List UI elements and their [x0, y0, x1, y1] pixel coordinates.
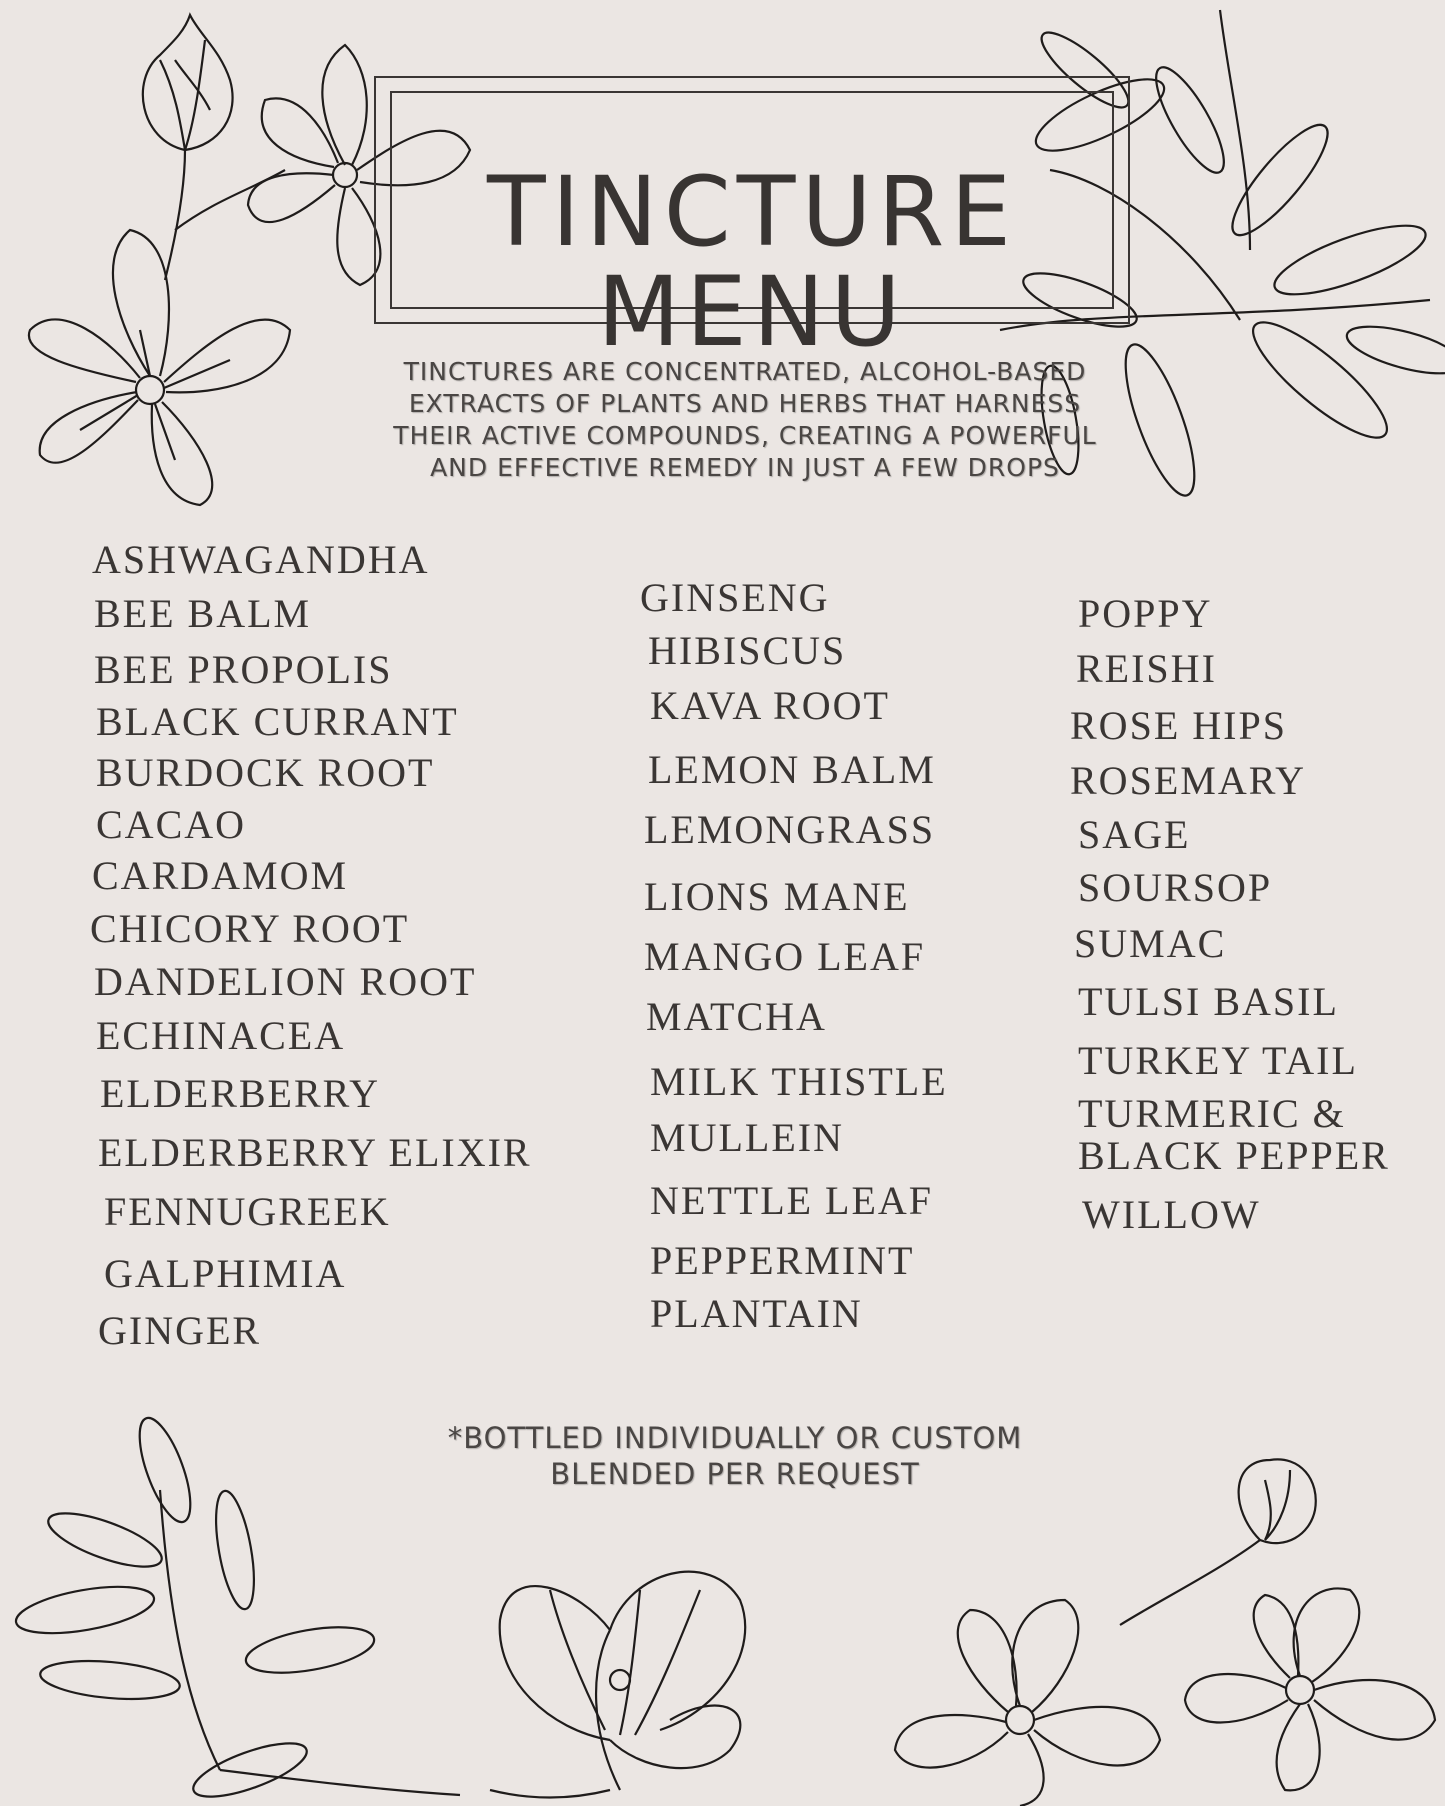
- intro-line-3: THEIR ACTIVE COMPOUNDS, CREATING A POWERFUL: [393, 421, 1097, 450]
- list-item: TULSI BASIL: [1078, 979, 1339, 1024]
- list-item: BURDOCK ROOT: [96, 750, 435, 795]
- list-item: ROSEMARY: [1070, 758, 1307, 803]
- list-item: MULLEIN: [650, 1115, 844, 1160]
- list-item: ROSE HIPS: [1070, 703, 1287, 748]
- list-item: DANDELION ROOT: [94, 959, 477, 1004]
- list-item: ASHWAGANDHA: [92, 537, 430, 582]
- footnote-text: [330, 1420, 1140, 1492]
- list-item: GINGER: [98, 1308, 262, 1353]
- footnote-line-2: BLENDED PER REQUEST: [550, 1457, 920, 1491]
- list-item: MATCHA: [646, 994, 827, 1039]
- list-item: BLACK PEPPER: [1078, 1133, 1390, 1178]
- list-item: CACAO: [96, 802, 247, 847]
- list-item: LIONS MANE: [644, 874, 910, 919]
- list-item: TURMERIC &: [1078, 1091, 1346, 1136]
- list-item: TURKEY TAIL: [1078, 1038, 1358, 1083]
- list-item: GINSENG: [640, 575, 830, 620]
- list-item: ELDERBERRY: [100, 1071, 381, 1116]
- list-item: MILK THISTLE: [650, 1059, 948, 1104]
- poppy-flower-bottom-center-icon: [470, 1530, 800, 1806]
- page-title-line-1: TINCTURE: [486, 156, 1018, 269]
- list-item: WILLOW: [1082, 1192, 1261, 1237]
- list-item: PLANTAIN: [650, 1291, 863, 1336]
- list-item: BEE BALM: [94, 591, 312, 636]
- list-item: REISHI: [1076, 646, 1217, 691]
- list-item: CARDAMOM: [92, 853, 349, 898]
- footnote-line-1: *BOTTLED INDIVIDUALLY OR CUSTOM: [447, 1421, 1023, 1455]
- flower-cluster-bottom-right-icon: [870, 1450, 1445, 1806]
- list-item: KAVA ROOT: [650, 683, 890, 728]
- intro-text: [300, 356, 1190, 484]
- list-item: PEPPERMINT: [650, 1238, 915, 1283]
- list-item: HIBISCUS: [648, 628, 847, 673]
- list-item: BEE PROPOLIS: [94, 647, 393, 692]
- page-title: [390, 156, 1114, 369]
- list-item: ECHINACEA: [96, 1013, 346, 1058]
- list-item: FENNUGREEK: [104, 1189, 391, 1234]
- list-item: LEMON BALM: [648, 747, 936, 792]
- list-item: CHICORY ROOT: [90, 906, 410, 951]
- intro-line-4: AND EFFECTIVE REMEDY IN JUST A FEW DROPS: [430, 453, 1060, 482]
- intro-line-2: EXTRACTS OF PLANTS AND HERBS THAT HARNESS: [408, 389, 1082, 418]
- page-title-line-2: MENU: [597, 256, 907, 369]
- intro-line-1: TINCTURES ARE CONCENTRATED, ALCOHOL-BASED: [403, 357, 1087, 386]
- list-item: SAGE: [1078, 812, 1191, 857]
- list-item: MANGO LEAF: [644, 934, 926, 979]
- list-item: POPPY: [1078, 591, 1213, 636]
- list-item: NETTLE LEAF: [650, 1178, 934, 1223]
- list-item: BLACK CURRANT: [96, 699, 459, 744]
- list-item: ELDERBERRY ELIXIR: [98, 1130, 532, 1175]
- list-item: SUMAC: [1074, 921, 1227, 966]
- list-item: LEMONGRASS: [644, 807, 936, 852]
- list-item: GALPHIMIA: [104, 1251, 347, 1296]
- list-item: SOURSOP: [1078, 865, 1273, 910]
